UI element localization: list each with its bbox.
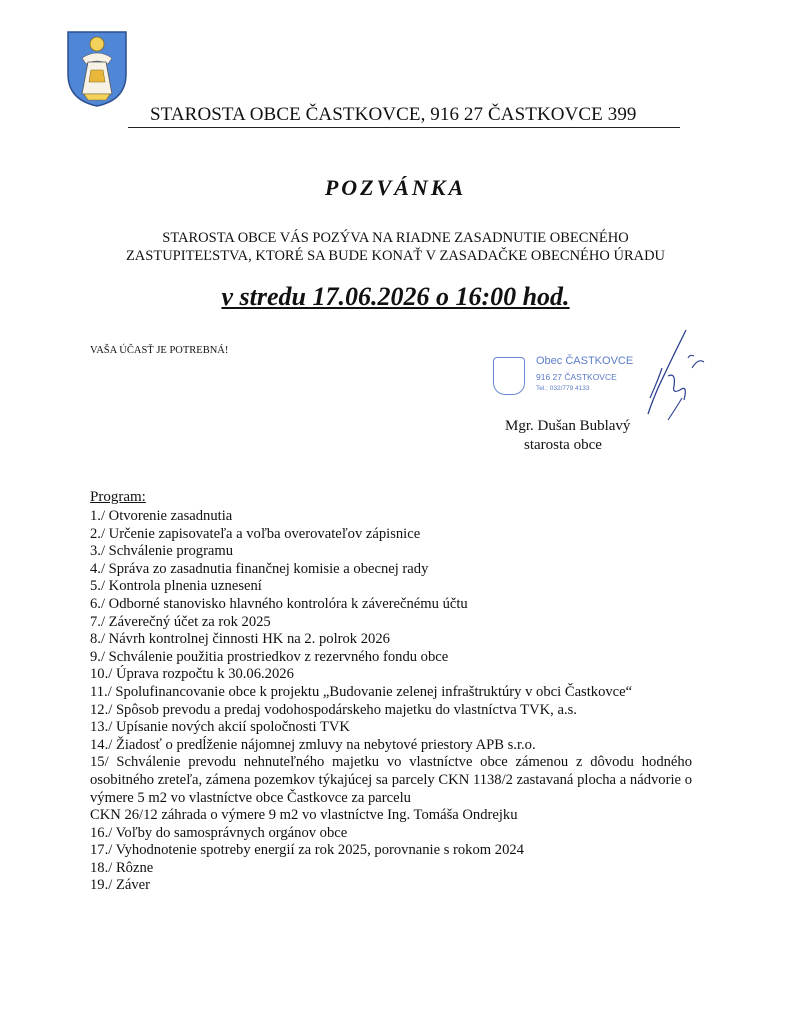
program-heading: Program:: [90, 489, 146, 505]
coat-of-arms-icon: [66, 30, 128, 108]
program-item: 10./ Úprava rozpočtu k 30.06.2026: [90, 666, 294, 683]
program-item: 9./ Schválenie použitia prostriedkov z rezervného fondu obce: [90, 648, 449, 665]
program-item: 17./ Vyhodnotenie spotreby energií za rok 2025, porovnanie s rokom 2024: [90, 842, 524, 859]
program-item: 1./ Otvorenie zasadnutia: [90, 508, 233, 524]
official-stamp: [493, 355, 643, 399]
signer-name: Mgr. Dušan Bublavý: [505, 418, 631, 434]
program-item: 6./ Odborné stanovisko hlavného kontrolóra k záverečnému účtu: [90, 595, 468, 612]
document-title: POZVÁNKA: [324, 175, 467, 200]
program-item: 13./ Upísanie nových akcií spoločnosti TVK: [90, 719, 350, 736]
header-divider: [128, 127, 680, 128]
attendance-note: VAŠA ÚČASŤ JE POTREBNÁ!: [90, 345, 229, 356]
intro-line-1: STAROSTA OBCE VÁS POZÝVA NA RIADNE ZASADNUTIE OBECNÉHO: [162, 230, 629, 246]
program-item: 15/ Schválenie prevodu nehnuteľného majetku vo vlastníctve obce zámenou z dôvodu hodného osobitného zreteľa, zámena pozemkov týkajúcej sa parcely CKN 1138/2 zastavaná plocha a nádvorie o výmere 5 m2 vo vlastníctve obce Častkovce za parcelu: [90, 754, 692, 806]
stamp-line-1: Obec ČASTKOVCE: [536, 355, 634, 367]
program-item: 12./ Spôsob prevodu a predaj vodohospodárskeho majetku do vlastníctva TVK, a.s.: [90, 701, 577, 718]
program-item: 8./ Návrh kontrolnej činnosti HK na 2. polrok 2026: [90, 631, 390, 648]
handwritten-signature: [628, 328, 728, 438]
program-item: 19./ Záver: [90, 877, 150, 894]
program-list: [90, 508, 692, 895]
intro-line-2: ZASTUPITEĽSTVA, KTORÉ SA BUDE KONAŤ V ZASADAČKE OBECNÉHO ÚRADU: [125, 248, 666, 264]
program-item: 5./ Kontrola plnenia uznesení: [90, 578, 262, 595]
program-item: 2./ Určenie zapisovateľa a voľba overovateľov zápisnice: [90, 525, 421, 542]
stamp-line-3: Tel.: 032/779 4133: [536, 385, 590, 392]
program-item: 18./ Rôzne: [90, 859, 154, 876]
meeting-date: v stredu 17.06.2026 o 16:00 hod.: [221, 282, 570, 311]
program-item: 14./ Žiadosť o predĺženie nájomnej zmluvy na nebytové priestory APB s.r.o.: [90, 736, 536, 753]
stamp-crest-icon: [493, 357, 525, 395]
program-item: 11./ Spolufinancovanie obce k projektu „Budovanie zelenej infraštruktúry v obci Častkovce“: [90, 683, 633, 700]
program-item: 3./ Schválenie programu: [90, 543, 234, 560]
signer-role: starosta obce: [524, 437, 602, 453]
program-item: 7./ Záverečný účet za rok 2025: [90, 613, 271, 630]
header-title: STAROSTA OBCE ČASTKOVCE, 916 27 ČASTKOVCE 399: [150, 104, 637, 125]
program-item: 4./ Správa zo zasadnutia finančnej komisie a obecnej rady: [90, 560, 429, 577]
program-item: 16./ Voľby do samosprávnych orgánov obce: [90, 824, 348, 841]
program-item-continuation: CKN 26/12 záhrada o výmere 9 m2 vo vlastníctve Ing. Tomáša Ondrejku: [90, 807, 518, 824]
stamp-line-2: 916 27 ČASTKOVCE: [536, 372, 617, 382]
